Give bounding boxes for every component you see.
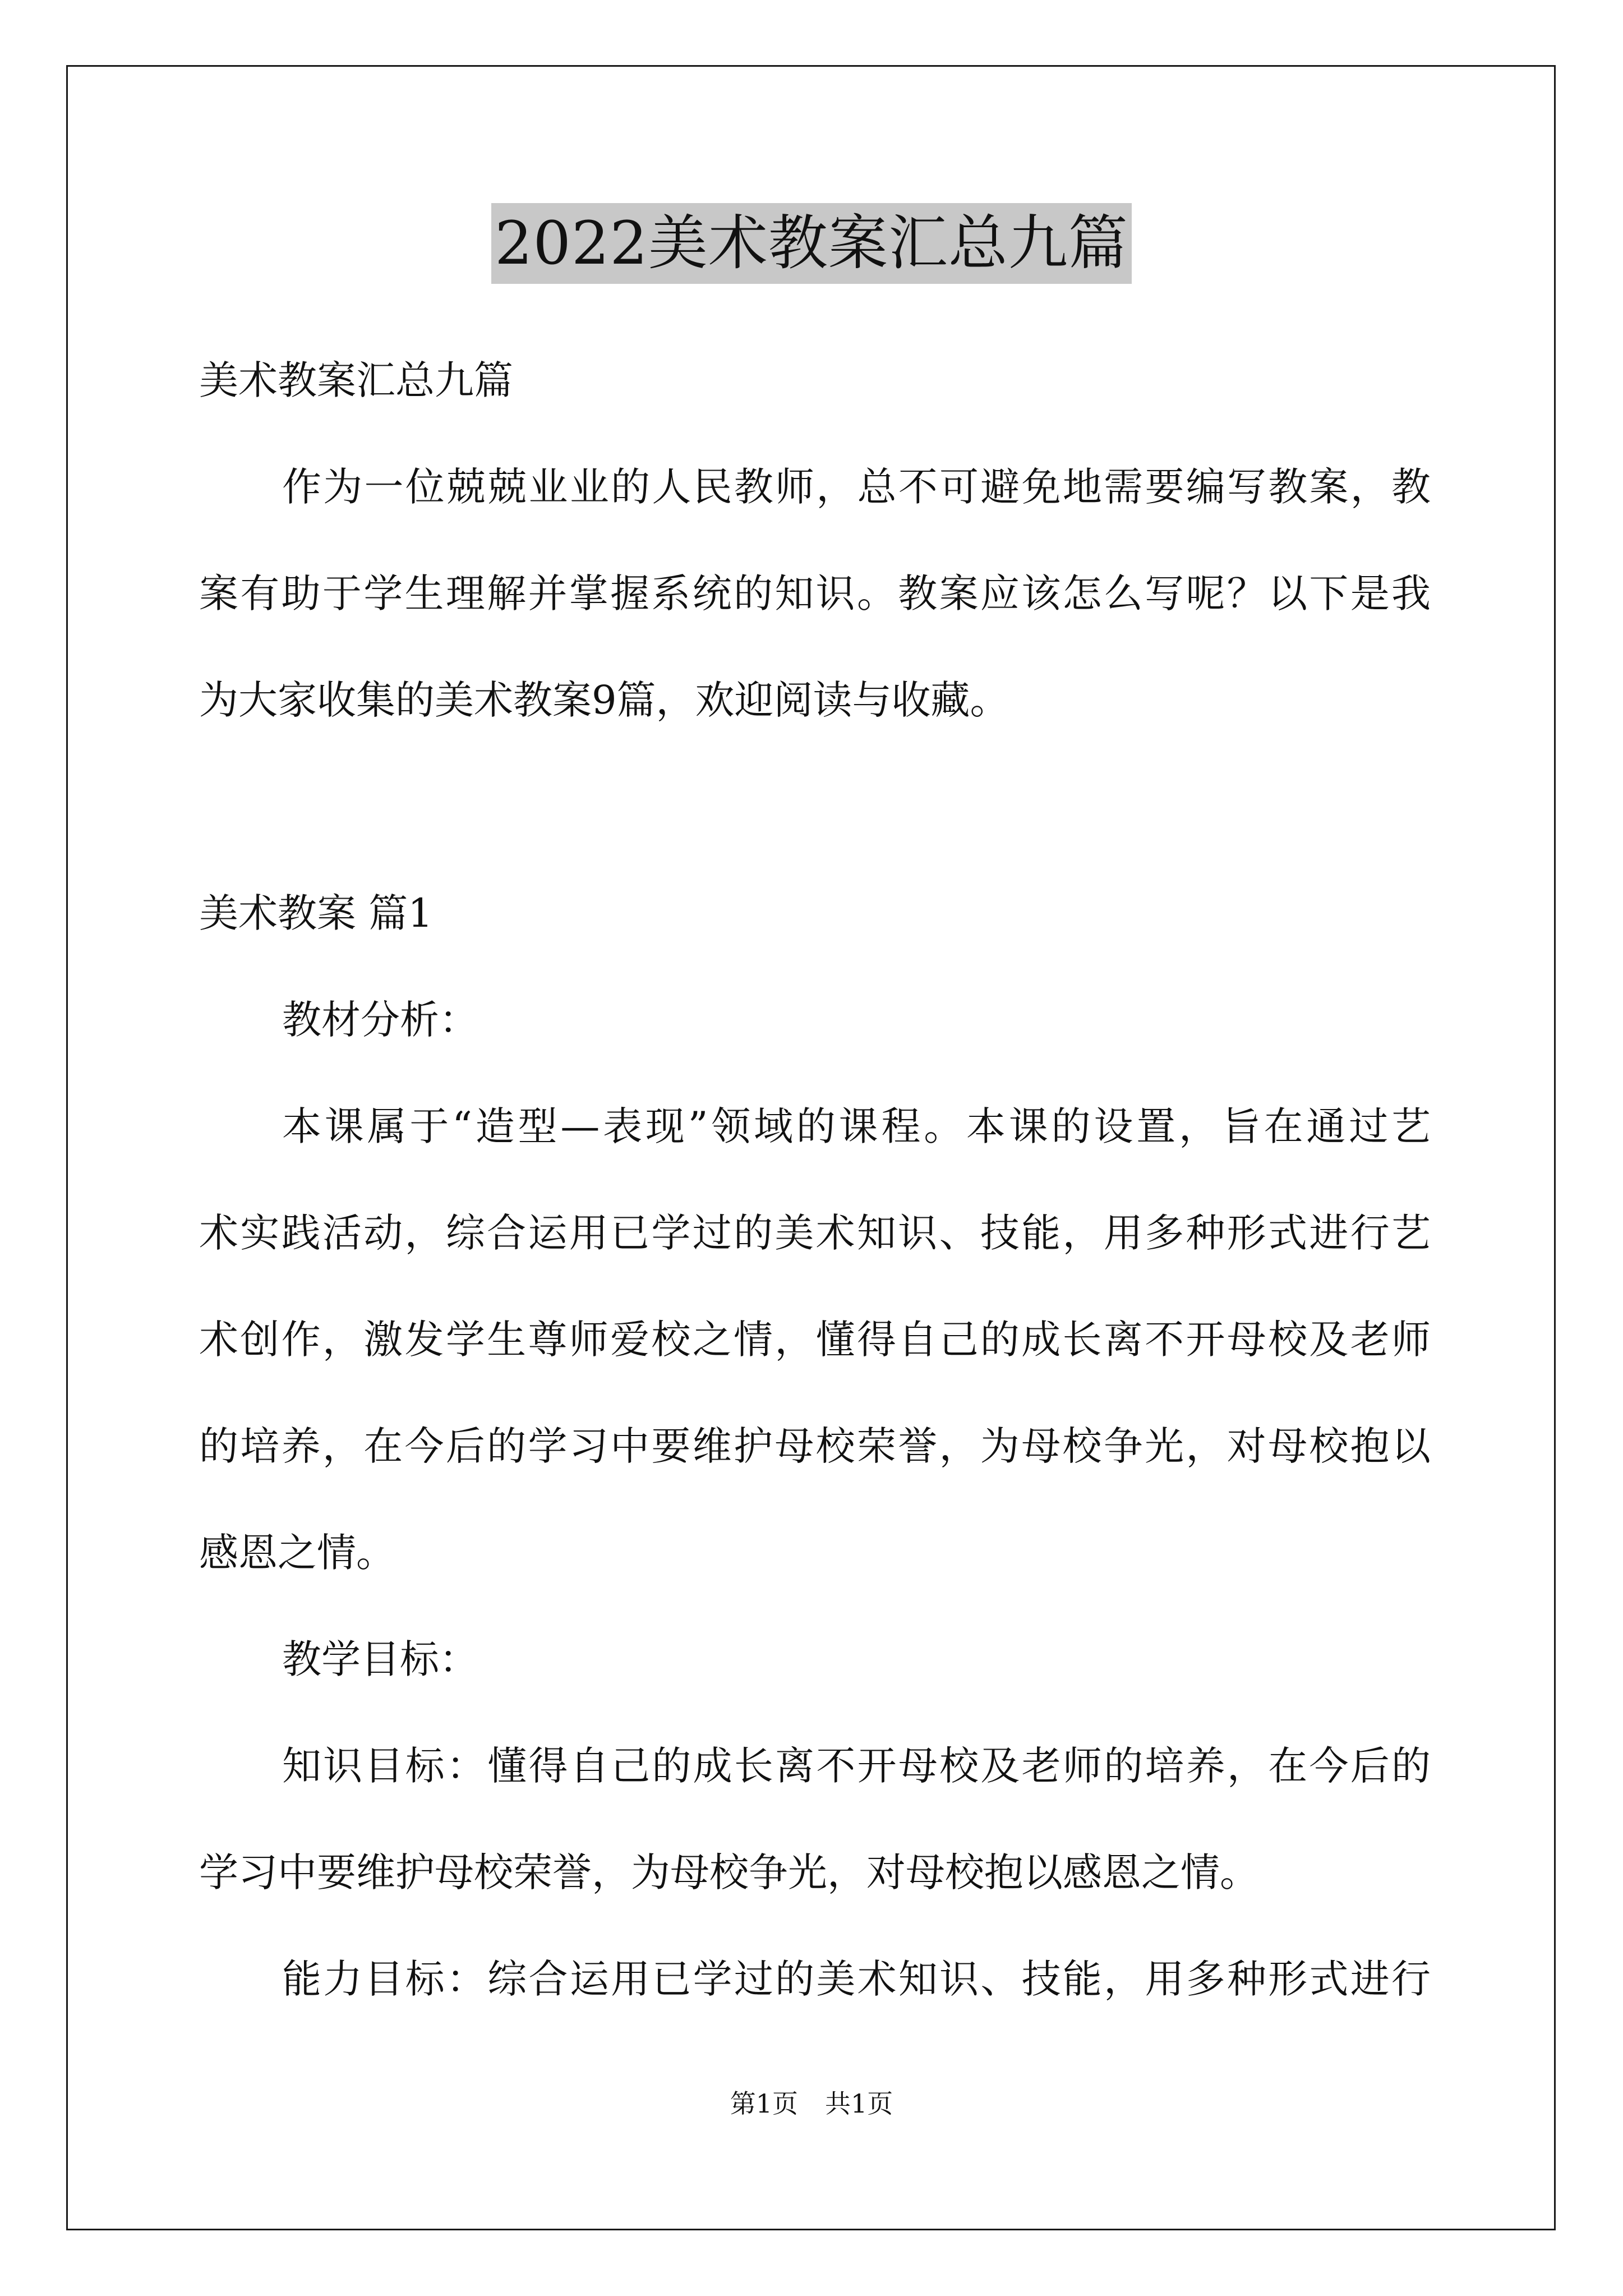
section-heading: 美术教案 篇1 <box>199 890 433 936</box>
material-line-4: 的培养，在今后的学习中要维护母校荣誉，为母校争光，对母校抱以 <box>199 1423 1431 1469</box>
material-line-5: 感恩之情。 <box>199 1530 395 1576</box>
title-container <box>0 203 1623 284</box>
material-line-2: 术实践活动，综合运用已学过的美术知识、技能，用多种形式进行艺 <box>199 1210 1431 1256</box>
material-heading: 教材分析： <box>282 997 478 1043</box>
document-subtitle: 美术教案汇总九篇 <box>199 357 513 403</box>
ability-line-1: 能力目标：综合运用已学过的美术知识、技能，用多种形式进行 <box>282 1956 1431 2002</box>
knowledge-line-1: 知识目标：懂得自己的成长离不开母校及老师的培养，在今后的 <box>282 1743 1431 1789</box>
page-footer <box>0 2087 1623 2120</box>
document-title: 2022美术教案汇总九篇 <box>491 203 1132 284</box>
intro-line-1: 作为一位兢兢业业的人民教师，总不可避免地需要编写教案，教 <box>282 464 1431 510</box>
material-line-3: 术创作，激发学生尊师爱校之情，懂得自己的成长离不开母校及老师 <box>199 1317 1431 1363</box>
page-total: 共1页 <box>825 2088 893 2119</box>
knowledge-line-2: 学习中要维护母校荣誉，为母校争光，对母校抱以感恩之情。 <box>199 1849 1259 1895</box>
intro-line-2: 案有助于学生理解并掌握系统的知识。教案应该怎么写呢？以下是我 <box>199 570 1431 616</box>
material-line-1: 本课属于“造型—表现”领域的课程。本课的设置，旨在通过艺 <box>282 1103 1431 1149</box>
goals-heading: 教学目标： <box>282 1636 478 1682</box>
intro-line-3: 为大家收集的美术教案9篇，欢迎阅读与收藏。 <box>199 677 1009 723</box>
page-number: 第1页 <box>730 2088 798 2119</box>
